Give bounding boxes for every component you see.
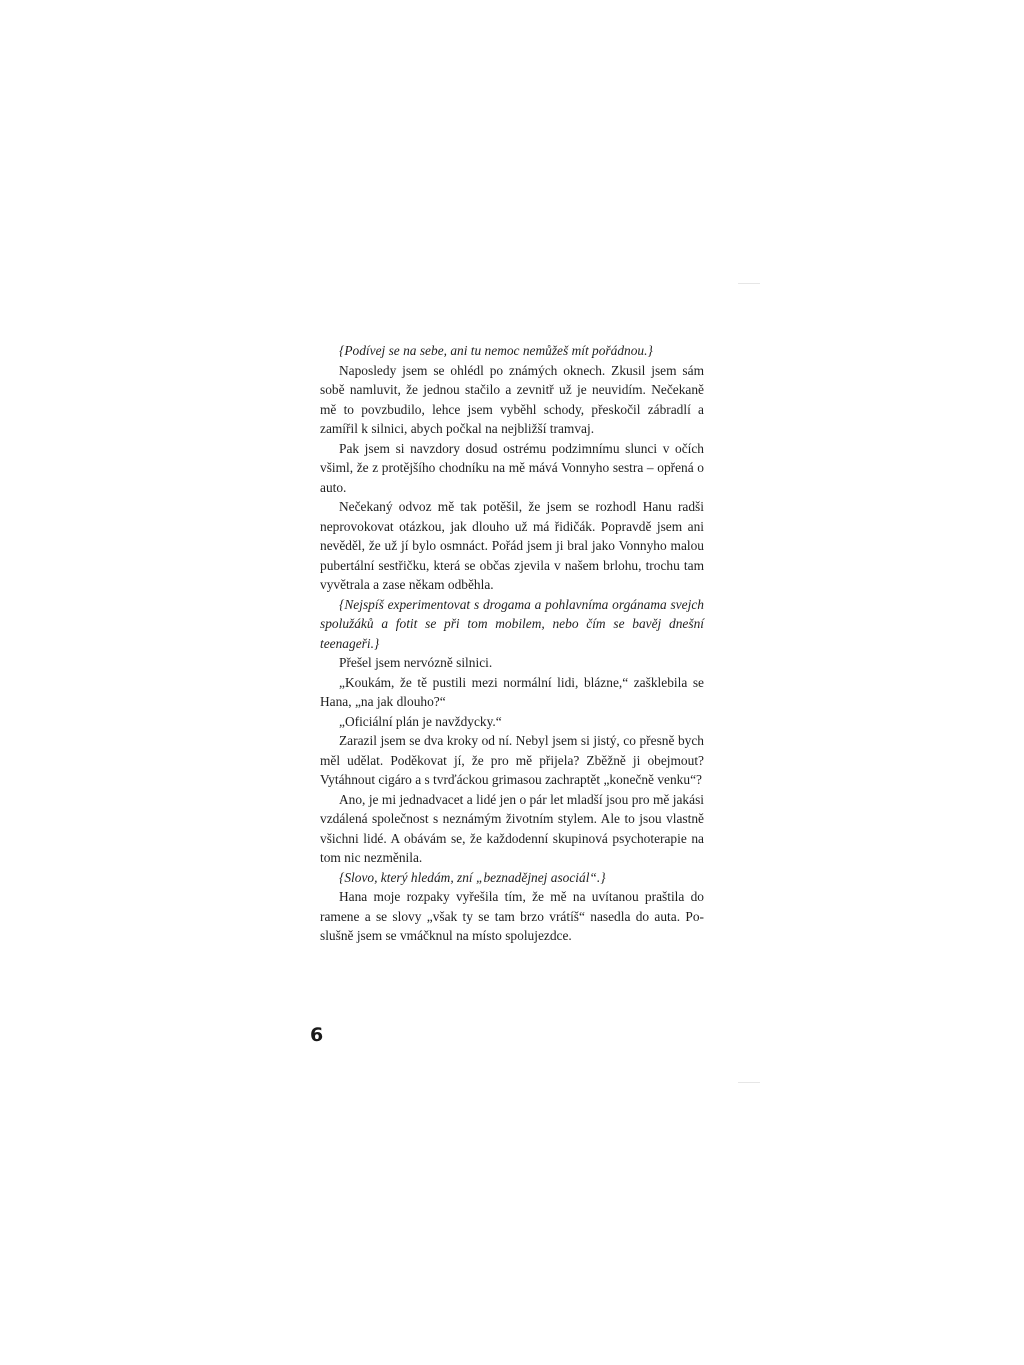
paragraph-4: Nečekaný odvoz mě tak potěšil, že jsem se rozhodl Hanu radši neprovokovat otázkou, jak dlouho už má řidičák. Popravdě jsem ani nevěděl, že už jí bylo osmnáct. Pořád jsem ji bral jako Vonnyho malou pubertální sestřičku, která se občas zjevila v našem brlohu, trochu tam vyvětrala a zase někam odběhla. <box>320 499 704 592</box>
paragraph-10: Ano, je mi jednadvacet a lidé jen o pár let mladší jsou pro mě jakási vzdálená společnost s neznámým životním stylem. Ale to jsou vlastně všichni lidé. A obávám se, že každodenní skupinová psychoterapie na tom nic nezměnila. <box>320 791 704 865</box>
paragraph-9: Zarazil jsem se dva kroky od ní. Nebyl jsem si jistý, co přesně bych měl udělat. Poděkovat jí, že pro mě přijela? Zběžně ji obejmout? Vytáhnout cigáro a s tvrďáckou grimasou zachraptět „konečně venku“? <box>320 733 704 787</box>
paragraph-8: „Oficiální plán je navždycky.“ <box>339 713 502 729</box>
paragraph-5: {Nejspíš experimentovat s drogama a pohlavníma orgánama svejch spolužáků a fotit se při tom mobilem, nebo čím se bavěj dnešní teenageři.} <box>320 596 704 651</box>
paragraph-6: Přešel jsem nervózně silnici. <box>339 655 493 670</box>
page-number: 6 <box>310 1024 324 1046</box>
paragraph-3: Pak jsem si navzdory dosud ostrému podzimnímu slunci v očích všiml, že z protějšího chodníku na mě mává Vonnyho sestra – opřená o auto. <box>320 440 704 495</box>
page-text <box>320 341 704 946</box>
paragraph-7: „Koukám, že tě pustili mezi normální lidi, blázne,“ zašklebila se Hana, „na jak dlouho?“ <box>320 674 704 709</box>
paragraph-1: {Podívej se na sebe, ani tu nemoc nemůžeš mít pořádnou.} <box>339 343 653 358</box>
trim-mark-bottom <box>738 1082 760 1083</box>
paragraph-2: Naposledy jsem se ohlédl po známých oknech. Zkusil jsem sám sobě namluvit, že jednou stačilo a zevnitř už je neuvidím. Nečekaně mě to povzbudilo, lehce jsem vyběhl schody, přeskočil zábradlí a zamířil k silnici, abych počkal na nejbližší tramvaj. <box>320 362 704 436</box>
paragraph-12: Hana moje rozpaky vyřešila tím, že mě na uvítanou praštila do ramene a se slovy „však ty se tam brzo vrátíš“ nasedla do auta. Poslušně jsem se vmáčknul na místo spolujezdce. <box>320 889 704 943</box>
trim-mark-top <box>738 283 760 284</box>
paragraph-11: {Slovo, který hledám, zní „beznadějnej asociál“.} <box>339 869 606 885</box>
